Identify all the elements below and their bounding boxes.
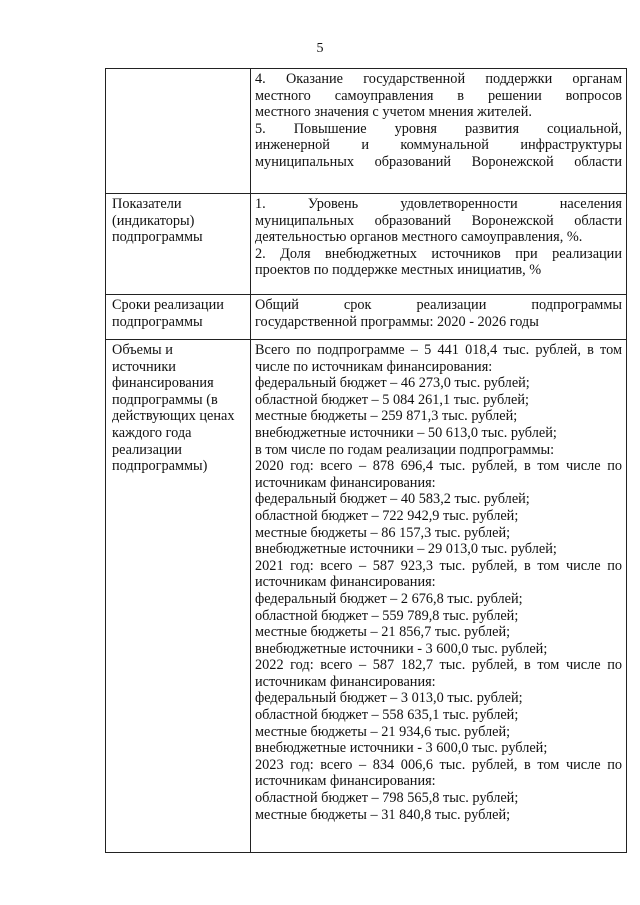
value-line: областной бюджет – 558 635,1 тыс. рублей;	[255, 707, 519, 724]
row-label	[106, 194, 251, 295]
label-line: Сроки реализации	[112, 297, 224, 313]
label-line: действующих ценах	[112, 408, 235, 425]
value-line: областной бюджет – 5 084 261,1 тыс. рублей;	[255, 391, 530, 408]
value-line: местного самоуправления в решении вопросов	[255, 87, 622, 104]
value-line: местные бюджеты – 21 934,6 тыс. рублей;	[255, 723, 511, 740]
value-line: муниципальных образований Воронежской области	[255, 212, 622, 229]
value-line: 1. Уровень удовлетворенности населения	[255, 196, 622, 212]
row-label	[106, 295, 251, 340]
value-line: источникам финансирования:	[255, 673, 436, 690]
label-line: подпрограммы	[112, 313, 203, 330]
value-line: Общий срок реализации подпрограммы	[255, 297, 622, 313]
table-row-tasks	[106, 69, 627, 194]
table-row-financing	[106, 340, 627, 853]
row-value	[251, 69, 627, 194]
value-line: числе по источникам финансирования:	[255, 358, 493, 375]
label-line: (индикаторы)	[112, 212, 195, 229]
table-body	[106, 69, 627, 853]
row-label	[106, 340, 251, 853]
value-line: 2021 год: всего – 587 923,3 тыс. рублей, в том числе по	[255, 557, 622, 574]
value-line: муниципальных образований Воронежской области	[255, 153, 622, 170]
label-line: реализации	[112, 441, 182, 458]
value-line: Всего по подпрограмме – 5 441 018,4 тыс. рублей, в том	[255, 342, 622, 358]
row-value	[251, 340, 627, 853]
value-line: областной бюджет – 798 565,8 тыс. рублей;	[255, 790, 519, 807]
value-line: федеральный бюджет – 2 676,8 тыс. рублей;	[255, 590, 523, 607]
value-line: местные бюджеты – 21 856,7 тыс. рублей;	[255, 624, 511, 641]
value-line: внебюджетные источники - 3 600,0 тыс. рублей;	[255, 640, 548, 657]
value-line: деятельностью органов местного самоуправления, %.	[255, 229, 583, 246]
label-line: каждого года	[112, 424, 192, 441]
value-line: федеральный бюджет – 3 013,0 тыс. рублей;	[255, 690, 523, 707]
value-line: инженерной и коммунальной инфраструктуры	[255, 137, 622, 154]
value-line: источникам финансирования:	[255, 474, 436, 491]
value-line: в том числе по годам реализации подпрограммы:	[255, 441, 555, 458]
value-line: 2023 год: всего – 834 006,6 тыс. рублей, в том числе по	[255, 756, 622, 773]
value-line: источникам финансирования:	[255, 773, 436, 790]
table-row-indicators	[106, 194, 627, 295]
value-line: 2. Доля внебюджетных источников при реализации	[255, 245, 622, 262]
row-value	[251, 194, 627, 295]
value-line: 5. Повышение уровня развития социальной,	[255, 120, 622, 137]
label-line: подпрограммы (в	[112, 391, 218, 408]
value-line: федеральный бюджет – 46 273,0 тыс. рублей;	[255, 375, 530, 392]
value-line: местного значения с учетом мнения жителей.	[255, 104, 532, 121]
value-line: областной бюджет – 722 942,9 тыс. рублей;	[255, 507, 519, 524]
label-line: финансирования	[112, 375, 214, 392]
value-line: 2020 год: всего – 878 696,4 тыс. рублей, в том числе по	[255, 458, 622, 475]
label-line: подпрограммы)	[112, 458, 208, 475]
value-line: внебюджетные источники - 3 600,0 тыс. рублей;	[255, 740, 548, 757]
value-line: государственной программы: 2020 - 2026 годы	[255, 313, 539, 330]
label-line: Показатели	[112, 196, 182, 212]
row-label	[106, 69, 251, 194]
value-line: внебюджетные источники – 29 013,0 тыс. рублей;	[255, 541, 557, 558]
subprogram-passport-table	[105, 68, 627, 853]
table-row-terms	[106, 295, 627, 340]
value-line: федеральный бюджет – 40 583,2 тыс. рублей;	[255, 491, 530, 508]
value-line: источникам финансирования:	[255, 574, 436, 591]
value-line: внебюджетные источники – 50 613,0 тыс. рублей;	[255, 424, 557, 441]
value-line: 4. Оказание государственной поддержки органам	[255, 71, 622, 87]
value-line: местные бюджеты – 86 157,3 тыс. рублей;	[255, 524, 511, 541]
value-line: 2022 год: всего – 587 182,7 тыс. рублей, в том числе по	[255, 657, 622, 674]
row-value	[251, 295, 627, 340]
label-line: источники	[112, 358, 176, 375]
value-line: проектов по поддержке местных инициатив, %	[255, 262, 542, 279]
value-line: областной бюджет – 559 789,8 тыс. рублей;	[255, 607, 519, 624]
page-number: 5	[316, 41, 324, 56]
label-line: подпрограммы	[112, 229, 203, 246]
label-line: Объемы и	[112, 342, 173, 358]
value-line: местные бюджеты – 259 871,3 тыс. рублей;	[255, 408, 518, 425]
value-line: местные бюджеты – 31 840,8 тыс. рублей;	[255, 806, 511, 823]
